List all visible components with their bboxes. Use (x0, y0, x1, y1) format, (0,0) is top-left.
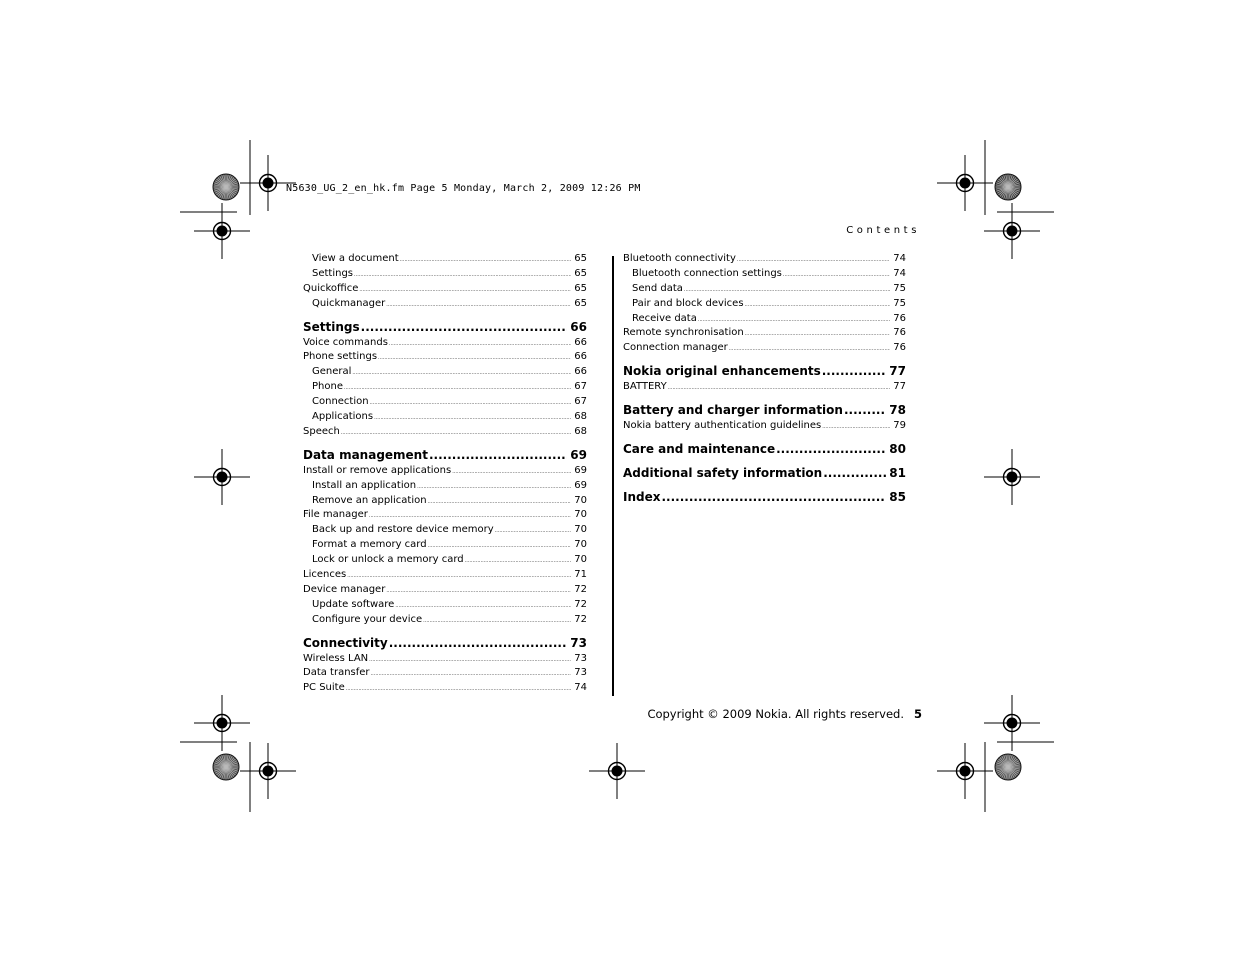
dot-leader (346, 682, 572, 696)
dot-leader (341, 426, 571, 440)
toc-chapter-entry[interactable] (623, 464, 906, 482)
toc-chapter-entry[interactable] (303, 634, 587, 652)
toc-entry-title: Index (623, 490, 661, 505)
dot-leader (359, 283, 571, 297)
toc-entry-page: 70 (574, 539, 587, 551)
toc-entry-page: 65 (574, 297, 587, 309)
dot-leader (822, 420, 890, 434)
toc-entry-page: 79 (893, 420, 906, 432)
toc-entry-title: File manager (303, 509, 368, 521)
toc-entry-page: 71 (574, 569, 587, 581)
toc-entry-title: Battery and charger information (623, 403, 843, 418)
dot-leader (344, 381, 571, 395)
dot-leader (737, 253, 890, 267)
toc-entry[interactable] (303, 336, 587, 351)
toc-entry-title: Configure your device (312, 613, 423, 625)
toc-entry[interactable] (303, 282, 587, 297)
toc-entry[interactable] (303, 568, 587, 583)
toc-entry-page: 67 (574, 381, 587, 393)
toc-entry-page: 69 (570, 447, 587, 462)
toc-entry[interactable] (303, 395, 587, 410)
toc-entry-title: PC Suite (303, 682, 345, 694)
toc-entry-title: Send data (632, 282, 683, 294)
registration-mark (194, 449, 250, 505)
toc-entry-title: Settings (303, 319, 360, 334)
column-divider (612, 256, 614, 696)
toc-entry-page: 81 (889, 466, 906, 481)
dot-leader (347, 569, 571, 583)
toc-entry-page: 77 (889, 364, 906, 379)
page-number: 5 (913, 707, 922, 721)
dot-leader (374, 411, 571, 425)
toc-entry[interactable] (623, 419, 906, 434)
toc-entry-page: 76 (893, 312, 906, 324)
toc-entry-page: 70 (574, 509, 587, 521)
toc-entry-page: 73 (574, 667, 587, 679)
dot-leader (698, 313, 890, 327)
toc-entry-page: 65 (574, 267, 587, 279)
toc-entry[interactable] (623, 297, 906, 312)
dot-leader (369, 653, 571, 667)
toc-entry[interactable] (623, 341, 906, 356)
registration-mark (984, 449, 1040, 505)
toc-entry-title: Speech (303, 425, 340, 437)
dot-leader (369, 509, 571, 523)
dot-leader (844, 401, 886, 419)
starburst-target-icon (995, 174, 1021, 200)
starburst-target-icon (213, 754, 239, 780)
toc-entry-page: 72 (574, 583, 587, 595)
toc-entry-title: Install an application (312, 479, 417, 491)
toc-entry-title: Voice commands (303, 336, 388, 348)
toc-entry-title: Additional safety information (623, 466, 823, 481)
toc-entry[interactable] (303, 523, 587, 538)
toc-entry-title: Remote synchronisation (623, 327, 744, 339)
toc-entry[interactable] (303, 508, 587, 523)
dot-leader (389, 337, 571, 351)
toc-entry-page: 70 (574, 524, 587, 536)
toc-entry-page: 80 (889, 442, 906, 457)
toc-chapter-entry[interactable] (303, 318, 587, 336)
dot-leader (745, 327, 891, 341)
toc-entry[interactable] (303, 583, 587, 598)
starburst-target-icon (995, 754, 1021, 780)
dot-leader (361, 318, 568, 336)
running-header: Contents (846, 225, 920, 236)
toc-entry-title: Remove an application (312, 494, 427, 506)
toc-entry[interactable] (303, 553, 587, 568)
toc-entry-page: 70 (574, 494, 587, 506)
dot-leader (668, 381, 891, 395)
toc-entry[interactable] (303, 267, 587, 282)
registration-mark (984, 203, 1040, 259)
dot-leader (452, 465, 571, 479)
dot-leader (684, 283, 890, 297)
toc-entry[interactable] (303, 479, 587, 494)
dot-leader (822, 362, 887, 380)
toc-entry-page: 76 (893, 327, 906, 339)
page-footer (640, 707, 922, 721)
dot-leader (386, 298, 571, 312)
toc-entry-page: 66 (574, 351, 587, 363)
toc-entry-title: Data management (303, 447, 428, 462)
starburst-target-icon (213, 174, 239, 200)
toc-entry-title: View a document (312, 253, 399, 264)
toc-entry-page: 66 (574, 366, 587, 378)
toc-entry-page: 85 (889, 490, 906, 505)
toc-entry-page: 69 (574, 479, 587, 491)
toc-entry-title: Install or remove applications (303, 464, 452, 476)
toc-entry-page: 73 (574, 652, 587, 664)
toc-entry[interactable] (623, 326, 906, 341)
toc-entry-title: Back up and restore device memory (312, 524, 494, 536)
toc-entry-title: Connectivity (303, 635, 388, 650)
toc-entry[interactable] (623, 282, 906, 297)
toc-entry[interactable] (303, 652, 587, 667)
toc-entry[interactable] (303, 598, 587, 613)
toc-entry-page: 65 (574, 253, 587, 264)
toc-entry-title: BATTERY (623, 381, 667, 393)
toc-entry-title: Nokia battery authentication guidelines (623, 420, 822, 432)
dot-leader (423, 614, 571, 628)
toc-entry[interactable] (623, 312, 906, 327)
registration-mark (984, 695, 1040, 751)
toc-entry-title: Care and maintenance (623, 442, 776, 457)
registration-mark (194, 203, 250, 259)
copyright-notice: Copyright © 2009 Nokia. All rights reserved. (647, 707, 904, 721)
toc-entry[interactable] (303, 681, 587, 696)
toc-entry-title: Device manager (303, 583, 386, 595)
toc-entry[interactable] (303, 613, 587, 628)
toc-entry-title: Applications (312, 411, 374, 423)
toc-entry-page: 72 (574, 613, 587, 625)
toc-entry-title: Pair and block devices (632, 297, 744, 309)
toc-entry[interactable] (303, 464, 587, 479)
dot-leader (661, 488, 886, 506)
dot-leader (389, 634, 568, 652)
toc-entry-title: Lock or unlock a memory card (312, 554, 464, 566)
dot-leader (354, 268, 571, 282)
dot-leader (429, 446, 567, 464)
toc-entry-title: Update software (312, 598, 395, 610)
toc-entry-title: Data transfer (303, 667, 370, 679)
toc-chapter-entry[interactable] (623, 401, 906, 419)
toc-entry-page: 76 (893, 342, 906, 354)
toc-entry-page: 75 (893, 297, 906, 309)
toc-entry[interactable] (303, 425, 587, 440)
toc-entry[interactable] (303, 538, 587, 553)
dot-leader (417, 480, 571, 494)
toc-entry-page: 73 (570, 635, 587, 650)
dot-leader (465, 554, 572, 568)
toc-entry-page: 74 (574, 682, 587, 694)
toc-entry-page: 68 (574, 411, 587, 423)
dot-leader (352, 366, 571, 380)
toc-chapter-entry[interactable] (623, 440, 906, 458)
toc-entry-title: Quickmanager (312, 297, 386, 309)
toc-entry-title: Quickoffice (303, 282, 359, 294)
toc-entry[interactable] (303, 365, 587, 380)
dot-leader (400, 253, 572, 267)
toc-entry-title: Bluetooth connectivity (623, 253, 736, 264)
toc-entry-title: Receive data (632, 312, 697, 324)
toc-entry-title: Phone settings (303, 351, 378, 363)
dot-leader (371, 667, 572, 681)
toc-entry-page: 75 (893, 282, 906, 294)
toc-entry-title: Bluetooth connection settings (632, 267, 782, 279)
toc-entry-title: Nokia original enhancements (623, 364, 821, 379)
toc-entry-title: General (312, 366, 352, 378)
toc-entry-title: Phone (312, 381, 343, 393)
toc-right-column (623, 252, 906, 506)
dot-leader (783, 268, 890, 282)
toc-entry[interactable] (303, 252, 587, 267)
print-slug-line: N5630_UG_2_en_hk.fm Page 5 Monday, March 2, 2009 12:26 PM (286, 183, 641, 194)
toc-entry-title: Connection manager (623, 342, 728, 354)
toc-entry-page: 77 (893, 381, 906, 393)
dot-leader (776, 440, 886, 458)
dot-leader (386, 584, 571, 598)
dot-leader (428, 495, 572, 509)
toc-entry-page: 74 (893, 267, 906, 279)
toc-entry-title: Licences (303, 569, 347, 581)
registration-mark (589, 743, 645, 799)
toc-entry-page: 66 (574, 336, 587, 348)
toc-entry[interactable] (303, 297, 587, 312)
toc-entry[interactable] (303, 410, 587, 425)
toc-entry[interactable] (303, 350, 587, 365)
registration-mark (240, 743, 296, 799)
dot-leader (495, 524, 572, 538)
toc-entry[interactable] (303, 494, 587, 509)
toc-entry-page: 72 (574, 598, 587, 610)
toc-left-column (303, 252, 587, 696)
dot-leader (378, 351, 571, 365)
toc-chapter-entry[interactable] (623, 488, 906, 506)
dot-leader (745, 298, 891, 312)
toc-entry-title: Connection (312, 396, 369, 408)
toc-entry[interactable] (623, 252, 906, 267)
toc-entry[interactable] (303, 666, 587, 681)
dot-leader (395, 599, 571, 613)
toc-entry-page: 68 (574, 425, 587, 437)
dot-leader (823, 464, 886, 482)
toc-entry-page: 67 (574, 396, 587, 408)
toc-entry[interactable] (303, 380, 587, 395)
toc-entry-title: Settings (312, 267, 354, 279)
toc-entry-page: 65 (574, 282, 587, 294)
toc-entry-page: 70 (574, 554, 587, 566)
toc-chapter-entry[interactable] (303, 446, 587, 464)
toc-chapter-entry[interactable] (623, 362, 906, 380)
registration-mark (194, 695, 250, 751)
dot-leader (729, 342, 891, 356)
toc-entry-page: 66 (570, 319, 587, 334)
toc-entry-title: Wireless LAN (303, 652, 369, 664)
dot-leader (370, 396, 572, 410)
toc-entry-page: 78 (889, 403, 906, 418)
toc-entry-page: 74 (893, 253, 906, 264)
toc-entry[interactable] (623, 267, 906, 282)
dot-leader (428, 539, 572, 553)
toc-entry-title: Format a memory card (312, 539, 427, 551)
toc-entry[interactable] (623, 380, 906, 395)
toc-entry-page: 69 (574, 464, 587, 476)
